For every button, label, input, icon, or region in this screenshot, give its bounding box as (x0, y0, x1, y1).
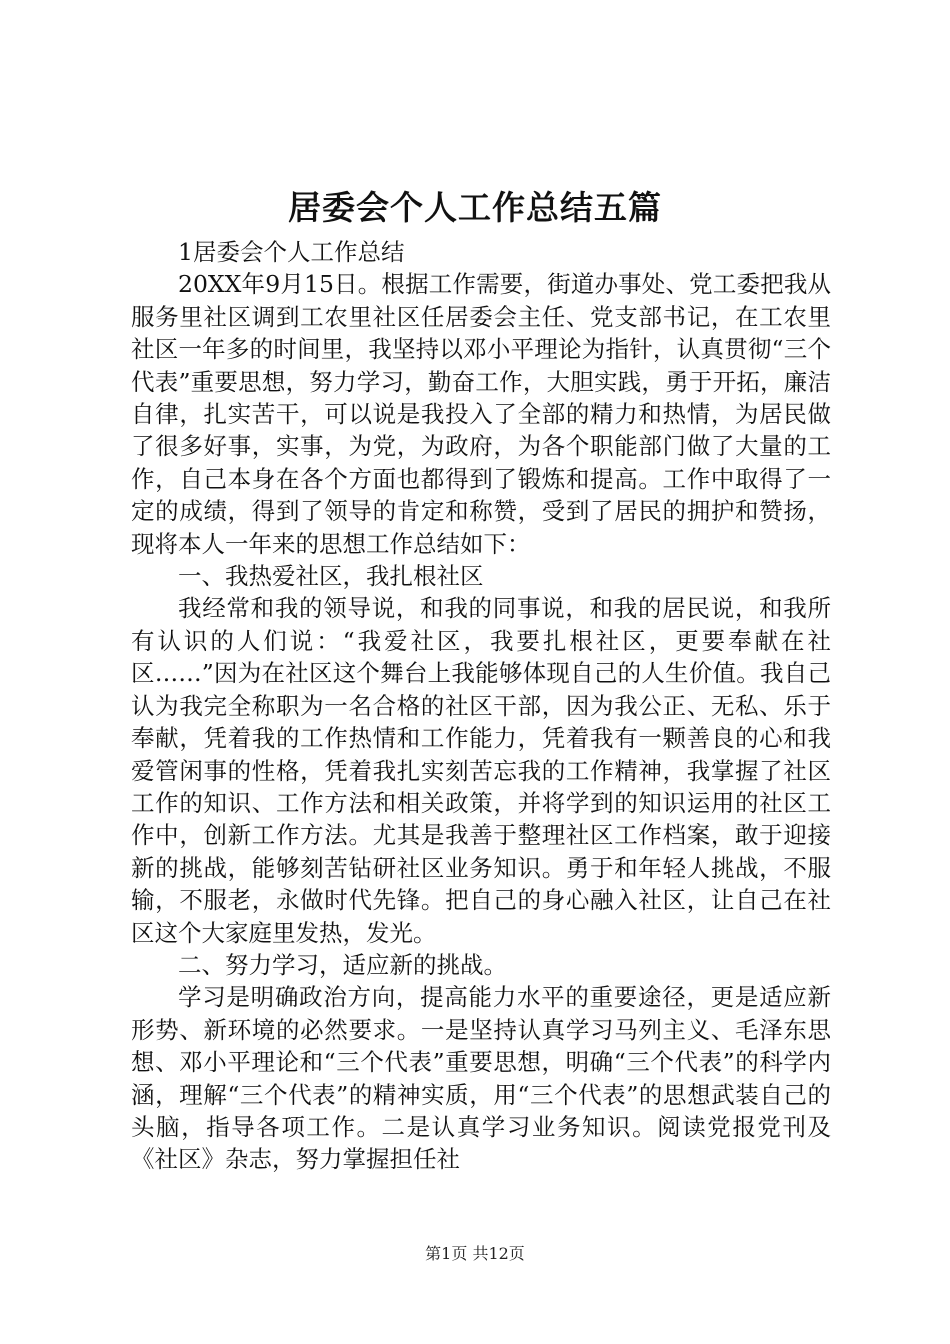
document-title: 居委会个人工作总结五篇 (288, 188, 662, 227)
section-heading: 一、我热爱社区，我扎根社区 (178, 562, 484, 591)
body-paragraph: 学习是明确政治方向，提高能力水平的重要途径，更是适应新形势、新环境的必然要求。一是坚持认真学习马列主义、毛泽东思想、邓小平理论和“三个代表”重要思想，明确“三个代表”的科学内涵，理解“三个代表”的精神实质，用“三个代表”的思想武装自己的头脑，指导各项工作。二是认真学习业务知识。阅读党报党刊及《社区》杂志，努力掌握担任社 (131, 983, 831, 1174)
section-heading: 1居委会个人工作总结 (178, 238, 405, 266)
document-body (131, 236, 831, 1176)
page-number-label: 第1页 共12页 (425, 1244, 525, 1263)
body-paragraph: 我经常和我的领导说，和我的同事说，和我的居民说，和我所有认识的人们说：“我爱社区，我要扎根社区，更要奉献在社区……”因为在社区这个舞台上我能够体现自己的人生价值。我自己认为我完全称职为一名合格的社区干部，因为我公正、无私、乐于奉献，凭着我的工作热情和工作能力，凭着我有一颗善良的心和我爱管闲事的性格，凭着我扎实刻苦忘我的工作精神，我掌握了社区工作的知识、工作方法和相关政策，并将学到的知识运用的社区工作中，创新工作方法。尤其是我善于整理社区工作档案，敢于迎接新的挑战，能够刻苦钻研社区业务知识。勇于和年轻人挑战，不服输，不服老，永做时代先锋。把自己的身心融入社区，让自己在社区这个大家庭里发热，发光。 (131, 594, 831, 947)
page-footer (0, 1244, 950, 1264)
body-paragraph: 20XX年9月15日。根据工作需要，街道办事处、党工委把我从服务里社区调到工农里社区任居委会主任、党支部书记，在工农里社区一年多的时间里，我坚持以邓小平理论为指针，认真贯彻“三个代表”重要思想，努力学习，勤奋工作，大胆实践，勇于开拓，廉洁自律，扎实苦干，可以说是我投入了全部的精力和热情，为居民做了很多好事，实事，为党，为政府，为各个职能部门做了大量的工作，自己本身在各个方面也都得到了锻炼和提高。工作中取得了一定的成绩，得到了领导的肯定和称赞，受到了居民的拥护和赞扬，现将本人一年来的思想工作总结如下： (131, 270, 831, 558)
section-heading: 二、努力学习，适应新的挑战。 (178, 950, 507, 979)
